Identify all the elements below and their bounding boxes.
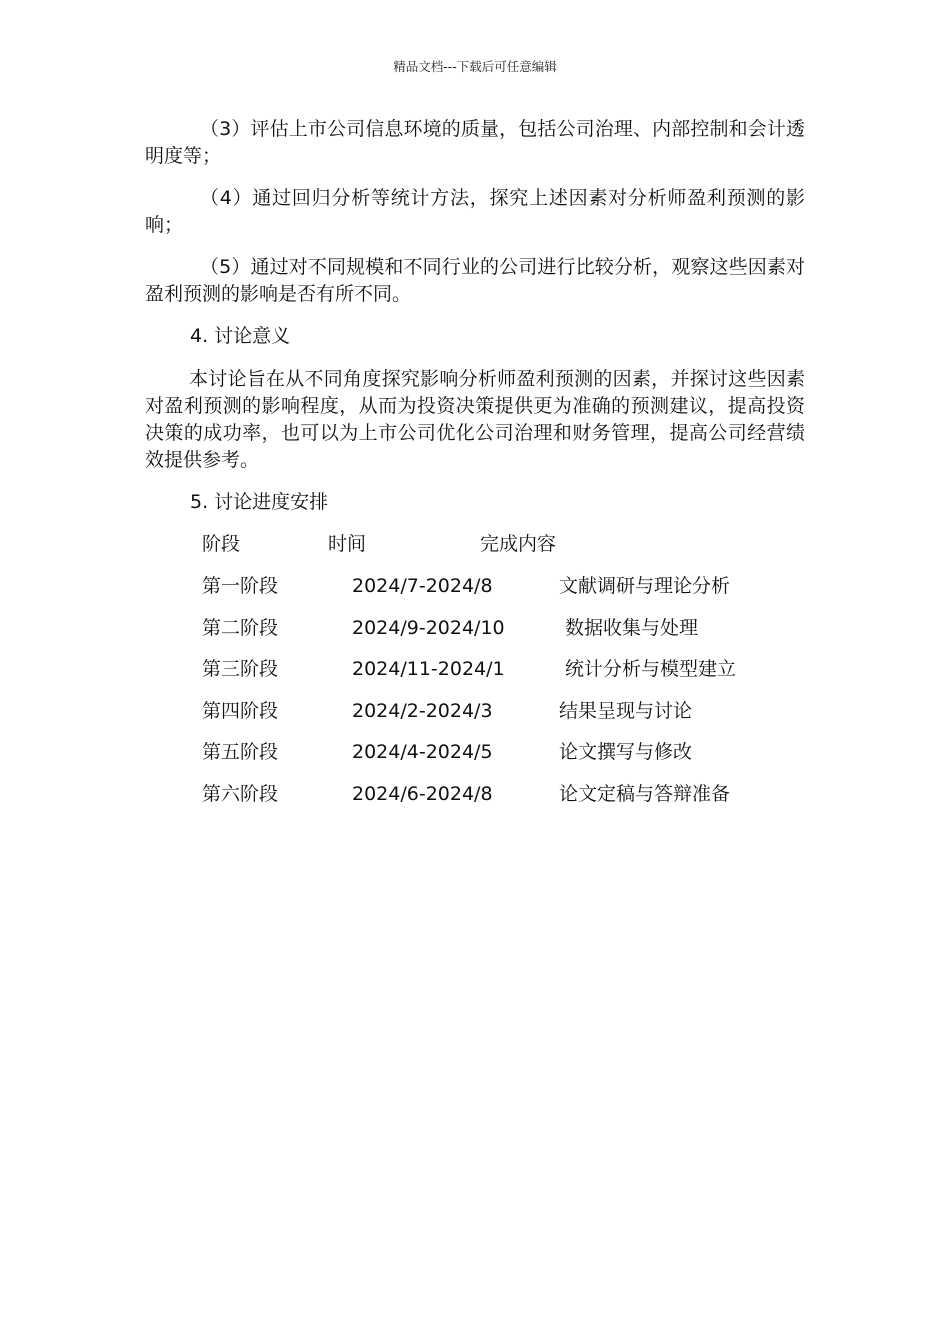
schedule-header-time: 时间 [328,533,367,555]
schedule-time: 2024/11-2024/1 [352,658,505,680]
schedule-row [0,614,950,642]
schedule-content: 论文定稿与答辩准备 [559,783,731,805]
schedule-time: 2024/4-2024/5 [352,741,493,763]
schedule-content: 数据收集与处理 [565,617,699,639]
schedule-header-row [0,530,950,558]
significance-paragraph: 本讨论旨在从不同角度探究影响分析师盈利预测的因素，并探讨这些因素对盈利预测的影响程度，从而为投资决策提供更为准确的预测建议，提高投资决策的成功率，也可以为上市公司优化公司治理和财务管理，提高公司经营绩效提供参考。 [145,368,805,471]
schedule-content: 文献调研与理论分析 [559,575,731,597]
schedule-header-stage: 阶段 [202,533,241,555]
schedule-stage: 第四阶段 [202,700,279,722]
schedule-stage: 第一阶段 [202,575,279,597]
schedule-row [0,655,950,683]
schedule-row [0,738,950,766]
schedule-stage: 第二阶段 [202,617,279,639]
page-header: 精品文档---下载后可任意编辑 [393,59,557,74]
schedule-time: 2024/9-2024/10 [352,617,505,639]
schedule-stage: 第五阶段 [202,741,279,763]
schedule-row [0,780,950,808]
schedule-row [0,697,950,725]
paragraph-item-4: （4）通过回归分析等统计方法，探究上述因素对分析师盈利预测的影响； [145,187,805,236]
schedule-stage: 第三阶段 [202,658,279,680]
schedule-stage: 第六阶段 [202,783,279,805]
section-heading-significance: 4. 讨论意义 [190,325,291,347]
schedule-content: 结果呈现与讨论 [559,700,693,722]
schedule-time: 2024/2-2024/3 [352,700,493,722]
schedule-time: 2024/6-2024/8 [352,783,493,805]
paragraph-item-5: （5）通过对不同规模和不同行业的公司进行比较分析，观察这些因素对盈利预测的影响是否有所不同。 [145,256,805,305]
schedule-row [0,572,950,600]
schedule-header-content: 完成内容 [480,533,557,555]
schedule-content: 统计分析与模型建立 [565,658,737,680]
schedule-time: 2024/7-2024/8 [352,575,493,597]
schedule-content: 论文撰写与修改 [559,741,693,763]
paragraph-item-3: （3）评估上市公司信息环境的质量，包括公司治理、内部控制和会计透明度等； [145,118,805,167]
section-heading-schedule: 5. 讨论进度安排 [190,491,329,513]
